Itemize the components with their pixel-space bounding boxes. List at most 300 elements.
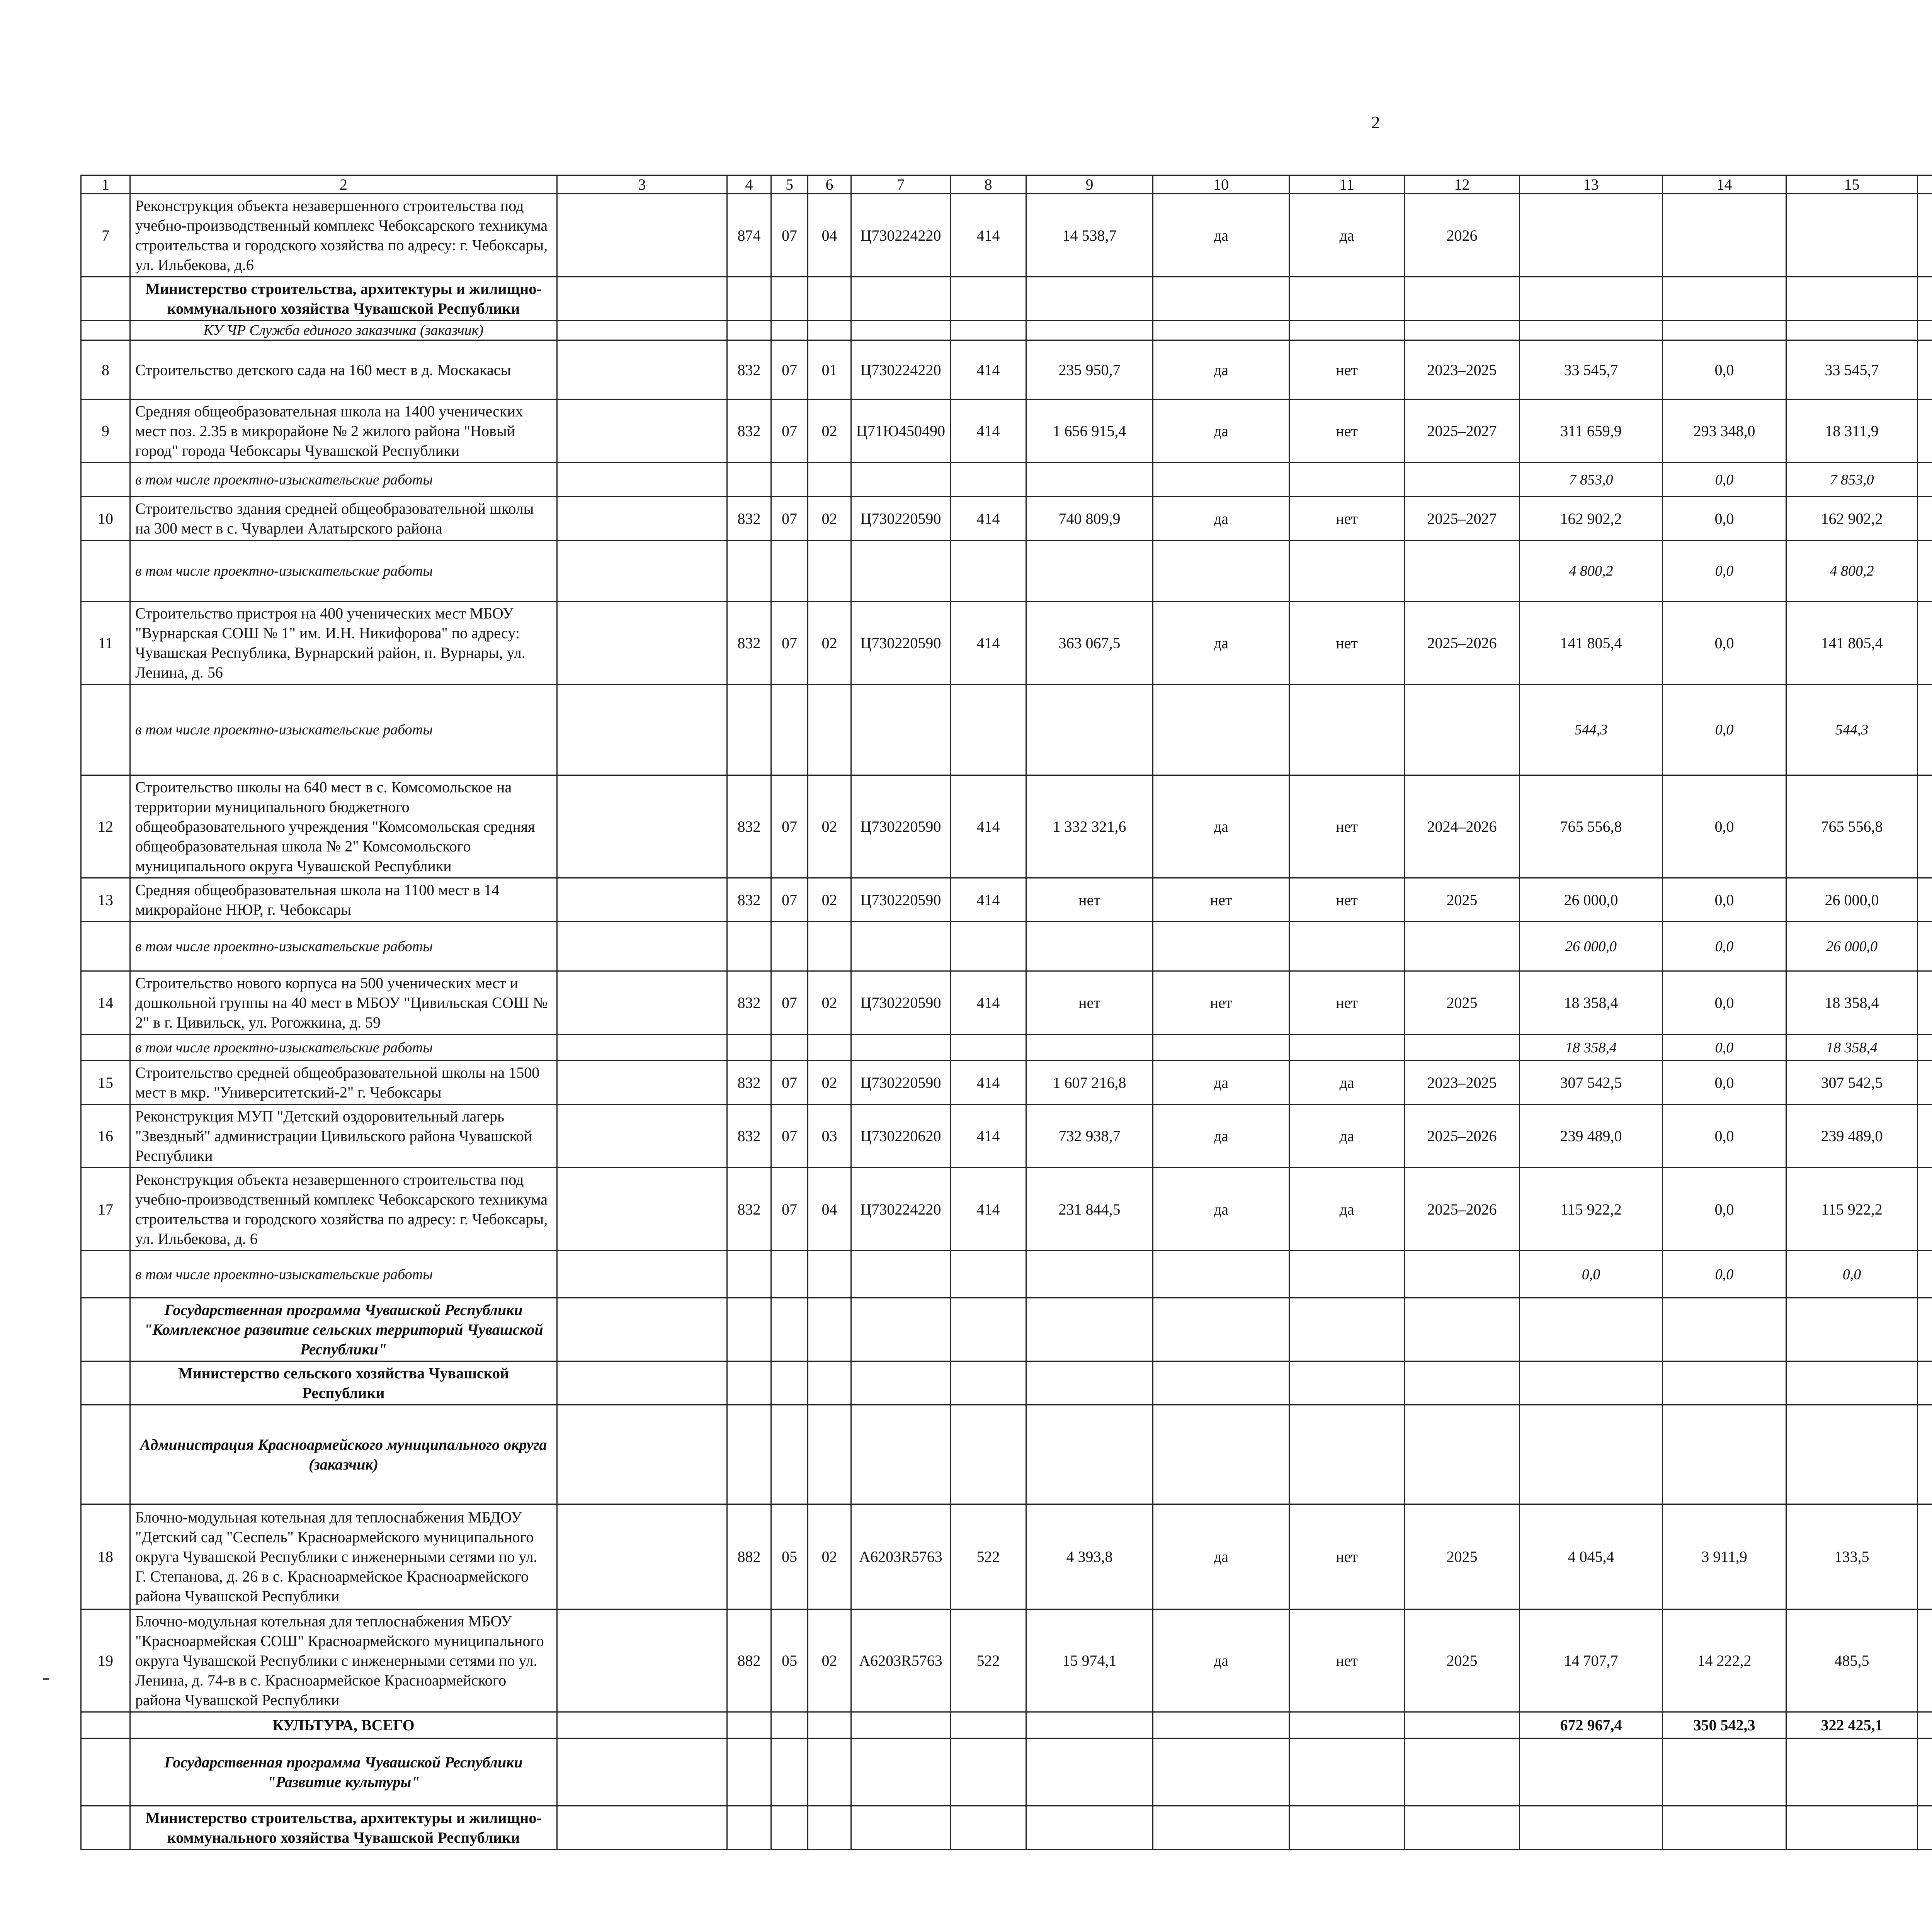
col-12-value: 2025–2026 — [1405, 1104, 1520, 1168]
table-row — [81, 1504, 1932, 1609]
col-5-value — [771, 1806, 808, 1850]
col-15-value: 18 311,9 — [1786, 399, 1918, 463]
col-4-value: 832 — [727, 1168, 771, 1251]
col-7-value — [851, 540, 951, 601]
col-5-value: 07 — [771, 340, 808, 399]
col-3-value — [557, 497, 727, 540]
col-12-value — [1405, 685, 1520, 775]
col-15-value — [1786, 1298, 1918, 1361]
row-number: 18 — [81, 1504, 130, 1609]
col-16-value — [1918, 685, 1932, 775]
col-8-value — [951, 540, 1026, 601]
col-14-value: 0,0 — [1663, 775, 1786, 878]
subitem-label: в том числе проектно-изыскательские работы — [130, 463, 557, 497]
subitem-label: в том числе проектно-изыскательские работы — [130, 685, 557, 775]
col-8-value — [951, 1361, 1026, 1405]
col-6-value: 02 — [808, 601, 851, 685]
col-14-value: 0,0 — [1663, 971, 1786, 1035]
col-15-value: 544,3 — [1786, 685, 1918, 775]
col-5-value: 05 — [771, 1504, 808, 1609]
col-3-value — [557, 1738, 727, 1806]
col-14-value — [1663, 1298, 1786, 1361]
row-number — [81, 1738, 130, 1806]
section-heading: Министерство строительства, архитектуры и жилищно-коммунального хозяйства Чувашской Республики — [130, 1806, 557, 1850]
col-12-value: 2023–2025 — [1405, 340, 1520, 399]
col-10-value: да — [1153, 775, 1289, 878]
col-12-value — [1405, 1738, 1520, 1806]
col-4-value — [727, 1251, 771, 1298]
col-14-value: 0,0 — [1663, 685, 1786, 775]
col-11-value: нет — [1289, 399, 1405, 463]
col-14-value: 0,0 — [1663, 340, 1786, 399]
col-6-value — [808, 922, 851, 971]
col-14-value: 0,0 — [1663, 922, 1786, 971]
col-7-value: Ц730220590 — [851, 1061, 951, 1104]
table-row — [81, 194, 1932, 277]
column-number-14: 14 — [1663, 175, 1786, 194]
col-9-value: 4 393,8 — [1026, 1504, 1153, 1609]
col-13-value: 311 659,9 — [1520, 399, 1663, 463]
col-10-value: да — [1153, 1168, 1289, 1251]
col-9-value — [1026, 1738, 1153, 1806]
col-9-value: 1 607 216,8 — [1026, 1061, 1153, 1104]
col-9-value: 740 809,9 — [1026, 497, 1153, 540]
col-5-value — [771, 685, 808, 775]
col-13-value: 239 489,0 — [1520, 1104, 1663, 1168]
col-16-value — [1918, 1035, 1932, 1061]
row-number — [81, 1806, 130, 1850]
col-14-value: 0,0 — [1663, 1251, 1786, 1298]
col-6-value — [808, 1251, 851, 1298]
col-3-value — [557, 1361, 727, 1405]
col-12-value — [1405, 1035, 1520, 1061]
col-11-value: нет — [1289, 1504, 1405, 1609]
col-14-value: 0,0 — [1663, 1104, 1786, 1168]
col-7-value: Ц730224220 — [851, 194, 951, 277]
col-13-value: 26 000,0 — [1520, 922, 1663, 971]
col-15-value: 307 542,5 — [1786, 1061, 1918, 1104]
col-12-value: 2025 — [1405, 1609, 1520, 1712]
col-4-value: 832 — [727, 399, 771, 463]
col-3-value — [557, 277, 727, 321]
col-16-value — [1918, 1061, 1932, 1104]
object-name: Строительство нового корпуса на 500 ученических мест и дошкольной группы на 40 мест в МБОУ "Цивильская СОШ № 2" в г. Цивильск, ул. Рогожкина, д. 59 — [130, 971, 557, 1035]
object-name: Строительство детского сада на 160 мест в д. Москакасы — [130, 340, 557, 399]
column-number-13: 13 — [1520, 175, 1663, 194]
col-5-value: 07 — [771, 1104, 808, 1168]
col-10-value: да — [1153, 194, 1289, 277]
col-7-value — [851, 1298, 951, 1361]
col-4-value: 832 — [727, 971, 771, 1035]
col-4-value — [727, 685, 771, 775]
col-3-value — [557, 1712, 727, 1738]
column-number-2: 2 — [130, 175, 557, 194]
col-7-value: Ц71Ю450490 — [851, 399, 951, 463]
row-number: 13 — [81, 878, 130, 922]
col-8-value: 414 — [951, 601, 1026, 685]
col-11-value: нет — [1289, 1609, 1405, 1712]
col-5-value: 07 — [771, 194, 808, 277]
row-number: 19 — [81, 1609, 130, 1712]
col-8-value — [951, 1806, 1026, 1850]
col-15-value — [1786, 1738, 1918, 1806]
col-12-value — [1405, 922, 1520, 971]
col-11-value: нет — [1289, 601, 1405, 685]
col-6-value — [808, 277, 851, 321]
col-13-value — [1520, 277, 1663, 321]
col-15-value: 0,0 — [1786, 1251, 1918, 1298]
col-14-value — [1663, 277, 1786, 321]
col-16-value — [1918, 1504, 1932, 1609]
col-13-value: 141 805,4 — [1520, 601, 1663, 685]
col-9-value — [1026, 277, 1153, 321]
col-5-value — [771, 1035, 808, 1061]
col-7-value — [851, 1405, 951, 1504]
col-13-value: 4 800,2 — [1520, 540, 1663, 601]
col-12-value: 2025–2027 — [1405, 497, 1520, 540]
col-10-value — [1153, 1361, 1289, 1405]
col-13-value — [1520, 321, 1663, 340]
table-row — [81, 277, 1932, 321]
col-16-value — [1918, 971, 1932, 1035]
row-number — [81, 685, 130, 775]
col-3-value — [557, 399, 727, 463]
col-13-value: 26 000,0 — [1520, 878, 1663, 922]
col-10-value: нет — [1153, 878, 1289, 922]
col-6-value — [808, 1298, 851, 1361]
col-6-value: 04 — [808, 1168, 851, 1251]
col-7-value — [851, 277, 951, 321]
col-6-value — [808, 1361, 851, 1405]
column-number-header — [81, 175, 1932, 194]
col-4-value: 874 — [727, 194, 771, 277]
col-4-value — [727, 922, 771, 971]
col-14-value: 0,0 — [1663, 601, 1786, 685]
col-11-value — [1289, 922, 1405, 971]
col-11-value: да — [1289, 1168, 1405, 1251]
col-12-value — [1405, 1405, 1520, 1504]
table-row — [81, 497, 1932, 540]
col-13-value: 765 556,8 — [1520, 775, 1663, 878]
col-10-value — [1153, 922, 1289, 971]
col-7-value — [851, 1806, 951, 1850]
col-7-value: Ц730220590 — [851, 497, 951, 540]
row-number — [81, 1361, 130, 1405]
col-15-value: 7 853,0 — [1786, 463, 1918, 497]
col-6-value — [808, 321, 851, 340]
col-12-value — [1405, 1712, 1520, 1738]
col-4-value — [727, 1712, 771, 1738]
col-11-value: нет — [1289, 497, 1405, 540]
table-row — [81, 340, 1932, 399]
col-3-value — [557, 1168, 727, 1251]
col-6-value: 02 — [808, 399, 851, 463]
col-9-value: 14 538,7 — [1026, 194, 1153, 277]
col-6-value — [808, 1405, 851, 1504]
col-12-value — [1405, 1251, 1520, 1298]
col-15-value — [1786, 1361, 1918, 1405]
col-10-value: да — [1153, 1061, 1289, 1104]
col-8-value: 414 — [951, 340, 1026, 399]
column-number-8: 8 — [951, 175, 1026, 194]
col-8-value: 414 — [951, 497, 1026, 540]
col-6-value: 02 — [808, 1609, 851, 1712]
column-number-10: 10 — [1153, 175, 1289, 194]
col-16-value — [1918, 399, 1932, 463]
col-10-value — [1153, 1738, 1289, 1806]
row-number: 11 — [81, 601, 130, 685]
row-number: 17 — [81, 1168, 130, 1251]
col-16-value — [1918, 1104, 1932, 1168]
col-13-value: 18 358,4 — [1520, 1035, 1663, 1061]
col-8-value: 414 — [951, 1104, 1026, 1168]
col-9-value: 231 844,5 — [1026, 1168, 1153, 1251]
col-8-value: 414 — [951, 1168, 1026, 1251]
table-row — [81, 540, 1932, 601]
col-8-value: 414 — [951, 1061, 1026, 1104]
row-number — [81, 540, 130, 601]
column-number-1: 1 — [81, 175, 130, 194]
row-number: 12 — [81, 775, 130, 878]
col-4-value — [727, 540, 771, 601]
col-7-value — [851, 1738, 951, 1806]
col-13-value: 33 545,7 — [1520, 340, 1663, 399]
col-10-value — [1153, 1712, 1289, 1738]
col-16-value — [1918, 922, 1932, 971]
col-9-value — [1026, 922, 1153, 971]
col-12-value — [1405, 1298, 1520, 1361]
col-15-value — [1786, 277, 1918, 321]
row-number: 7 — [81, 194, 130, 277]
col-4-value — [727, 1035, 771, 1061]
col-11-value — [1289, 540, 1405, 601]
col-7-value — [851, 463, 951, 497]
col-16-value — [1918, 1738, 1932, 1806]
table-row — [81, 1609, 1932, 1712]
col-13-value — [1520, 1361, 1663, 1405]
section-heading: Государственная программа Чувашской Республики "Комплексное развитие сельских территорий Чувашской Республики" — [130, 1298, 557, 1361]
col-3-value — [557, 1035, 727, 1061]
col-10-value: да — [1153, 1609, 1289, 1712]
table-row — [81, 775, 1932, 878]
col-4-value: 832 — [727, 601, 771, 685]
col-12-value — [1405, 321, 1520, 340]
object-name: Строительство пристроя на 400 ученических мест МБОУ "Вурнарская СОШ № 1" им. И.Н. Никифорова" по адресу: Чувашская Республика, Вурнарский район, п. Вурнары, ул. Ленина, д. 56 — [130, 601, 557, 685]
col-7-value — [851, 922, 951, 971]
col-9-value — [1026, 321, 1153, 340]
col-15-value — [1786, 1405, 1918, 1504]
col-13-value: 544,3 — [1520, 685, 1663, 775]
col-5-value — [771, 922, 808, 971]
col-6-value: 04 — [808, 194, 851, 277]
col-14-value: 3 911,9 — [1663, 1504, 1786, 1609]
col-15-value: 115 922,2 — [1786, 1168, 1918, 1251]
col-14-value: 0,0 — [1663, 463, 1786, 497]
row-number: 16 — [81, 1104, 130, 1168]
col-5-value: 05 — [771, 1609, 808, 1712]
table-row — [81, 1405, 1932, 1504]
col-5-value: 07 — [771, 399, 808, 463]
col-12-value — [1405, 277, 1520, 321]
col-5-value — [771, 1361, 808, 1405]
col-10-value — [1153, 1405, 1289, 1504]
col-5-value — [771, 1251, 808, 1298]
col-10-value: нет — [1153, 971, 1289, 1035]
col-4-value — [727, 1361, 771, 1405]
col-10-value: да — [1153, 601, 1289, 685]
col-14-value — [1663, 1405, 1786, 1504]
col-11-value — [1289, 463, 1405, 497]
col-7-value: Ц730224220 — [851, 340, 951, 399]
col-9-value: 235 950,7 — [1026, 340, 1153, 399]
col-5-value: 07 — [771, 971, 808, 1035]
col-3-value — [557, 971, 727, 1035]
col-12-value — [1405, 463, 1520, 497]
col-13-value: 4 045,4 — [1520, 1504, 1663, 1609]
col-6-value: 02 — [808, 1061, 851, 1104]
col-5-value — [771, 1298, 808, 1361]
col-16-value — [1918, 1712, 1932, 1738]
col-6-value — [808, 463, 851, 497]
col-12-value: 2026 — [1405, 194, 1520, 277]
col-16-value — [1918, 340, 1932, 399]
col-11-value — [1289, 1738, 1405, 1806]
table-row — [81, 1806, 1932, 1850]
col-5-value — [771, 1738, 808, 1806]
col-11-value — [1289, 1251, 1405, 1298]
col-15-value: 4 800,2 — [1786, 540, 1918, 601]
table-row — [81, 601, 1932, 685]
col-7-value — [851, 1712, 951, 1738]
col-11-value: нет — [1289, 878, 1405, 922]
col-4-value — [727, 1405, 771, 1504]
col-14-value: 14 222,2 — [1663, 1609, 1786, 1712]
col-3-value — [557, 601, 727, 685]
col-11-value — [1289, 277, 1405, 321]
col-3-value — [557, 1405, 727, 1504]
column-number-6: 6 — [808, 175, 851, 194]
col-7-value — [851, 1035, 951, 1061]
row-number: 9 — [81, 399, 130, 463]
section-heading: Министерство строительства, архитектуры и жилищно-коммунального хозяйства Чувашской Республики — [130, 277, 557, 321]
col-4-value: 882 — [727, 1609, 771, 1712]
col-16-value — [1918, 277, 1932, 321]
row-number: 8 — [81, 340, 130, 399]
col-3-value — [557, 878, 727, 922]
col-6-value: 02 — [808, 775, 851, 878]
table-row — [81, 1251, 1932, 1298]
col-14-value: 0,0 — [1663, 1168, 1786, 1251]
object-name: Реконструкция объекта незавершенного строительства под учебно-производственный комплекс Чебоксарского техникума строительства и городского хозяйства по адресу: г. Чебоксары, ул. Ильбекова, д.6 — [130, 194, 557, 277]
section-heading: Государственная программа Чувашской Республики "Развитие культуры" — [130, 1738, 557, 1806]
col-9-value: нет — [1026, 971, 1153, 1035]
object-name: Средняя общеобразовательная школа на 1100 мест в 14 микрорайоне НЮР, г. Чебоксары — [130, 878, 557, 922]
col-8-value — [951, 463, 1026, 497]
table-row — [81, 1712, 1932, 1738]
col-5-value: 07 — [771, 1061, 808, 1104]
col-5-value — [771, 540, 808, 601]
col-8-value — [951, 1712, 1026, 1738]
row-number — [81, 1298, 130, 1361]
col-6-value — [808, 685, 851, 775]
column-number-7: 7 — [851, 175, 951, 194]
col-10-value — [1153, 463, 1289, 497]
col-9-value — [1026, 1712, 1153, 1738]
row-number — [81, 463, 130, 497]
col-8-value — [951, 1405, 1026, 1504]
col-15-value: 26 000,0 — [1786, 922, 1918, 971]
col-15-value: 18 358,4 — [1786, 971, 1918, 1035]
page-number: 2 — [1371, 112, 1380, 132]
col-3-value — [557, 1298, 727, 1361]
col-16-value — [1918, 1609, 1932, 1712]
col-12-value — [1405, 1361, 1520, 1405]
col-9-value — [1026, 685, 1153, 775]
col-7-value: Ц730220620 — [851, 1104, 951, 1168]
col-11-value — [1289, 685, 1405, 775]
col-4-value — [727, 463, 771, 497]
row-number: 15 — [81, 1061, 130, 1104]
col-6-value: 02 — [808, 878, 851, 922]
col-15-value: 33 545,7 — [1786, 340, 1918, 399]
col-16-value — [1918, 540, 1932, 601]
col-8-value — [951, 1035, 1026, 1061]
column-number-16 — [1918, 175, 1932, 194]
column-number-5: 5 — [771, 175, 808, 194]
col-16-value — [1918, 1405, 1932, 1504]
col-11-value: да — [1289, 194, 1405, 277]
col-4-value: 832 — [727, 1061, 771, 1104]
col-4-value: 832 — [727, 775, 771, 878]
col-15-value: 239 489,0 — [1786, 1104, 1918, 1168]
col-16-value — [1918, 1251, 1932, 1298]
col-4-value: 832 — [727, 1104, 771, 1168]
col-4-value: 832 — [727, 497, 771, 540]
col-11-value — [1289, 321, 1405, 340]
col-3-value — [557, 540, 727, 601]
col-16-value — [1918, 775, 1932, 878]
col-10-value — [1153, 1298, 1289, 1361]
section-heading: Министерство сельского хозяйства Чувашской Республики — [130, 1361, 557, 1405]
col-14-value — [1663, 194, 1786, 277]
col-5-value — [771, 1405, 808, 1504]
col-8-value — [951, 1251, 1026, 1298]
col-12-value: 2025–2026 — [1405, 1168, 1520, 1251]
col-3-value — [557, 1504, 727, 1609]
row-number — [81, 321, 130, 340]
col-12-value: 2025–2027 — [1405, 399, 1520, 463]
subitem-label: в том числе проектно-изыскательские работы — [130, 922, 557, 971]
col-10-value: да — [1153, 1504, 1289, 1609]
col-8-value: 522 — [951, 1609, 1026, 1712]
col-10-value — [1153, 1806, 1289, 1850]
col-8-value: 414 — [951, 399, 1026, 463]
table-row — [81, 1168, 1932, 1251]
row-number: 10 — [81, 497, 130, 540]
column-number-3: 3 — [557, 175, 727, 194]
table-row — [81, 971, 1932, 1035]
col-12-value — [1405, 540, 1520, 601]
col-4-value — [727, 1738, 771, 1806]
col-15-value: 322 425,1 — [1786, 1712, 1918, 1738]
col-10-value — [1153, 1035, 1289, 1061]
table-row — [81, 399, 1932, 463]
col-6-value — [808, 1738, 851, 1806]
table-row — [81, 463, 1932, 497]
col-8-value — [951, 321, 1026, 340]
col-16-value — [1918, 1298, 1932, 1361]
subitem-label: в том числе проектно-изыскательские работы — [130, 540, 557, 601]
